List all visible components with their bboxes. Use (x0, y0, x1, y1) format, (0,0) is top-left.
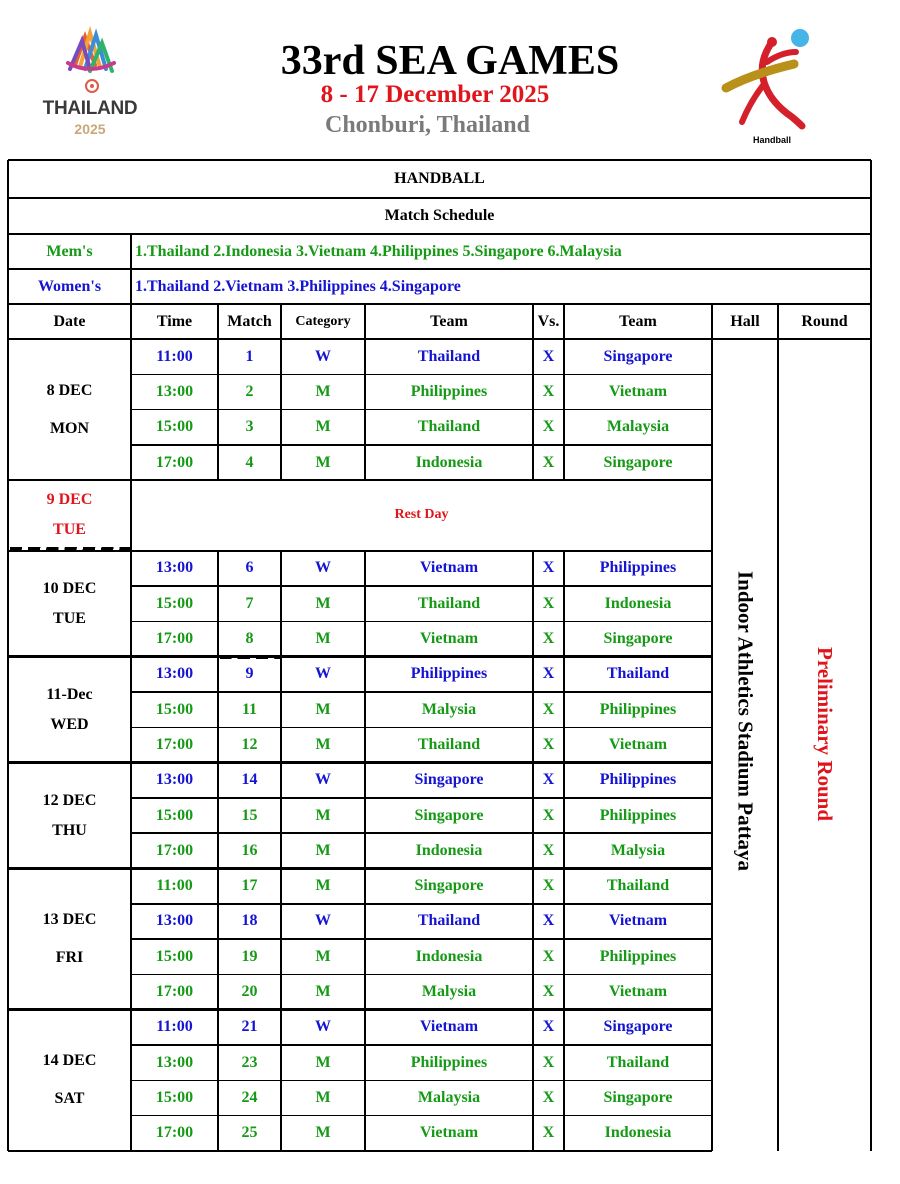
day-cell (8, 869, 131, 1010)
match-number: 14 (241, 771, 258, 789)
schedule-subtitle: Match Schedule (384, 207, 495, 224)
table-rule (532, 339, 534, 480)
match-team-1: Philippines (410, 382, 488, 400)
match-time: 15:00 (155, 947, 194, 965)
match-team-2: Indonesia (604, 1124, 672, 1142)
day-cell (8, 657, 131, 763)
table-rule (280, 869, 282, 1010)
match-category: M (315, 453, 331, 471)
round-name: Preliminary Round (813, 647, 837, 822)
match-number: 6 (245, 559, 254, 577)
table-rule (364, 339, 366, 480)
match-time: 15:00 (155, 806, 194, 824)
match-time: 17:00 (155, 630, 194, 648)
match-number: 4 (245, 453, 254, 471)
column-header-time: Time (156, 312, 193, 330)
match-team-1: Malaysia (417, 1088, 481, 1106)
match-number: 7 (245, 594, 254, 612)
table-rule (8, 197, 871, 199)
day-date: 11-Dec (46, 685, 93, 703)
column-header-hall: Hall (730, 312, 760, 330)
match-vs: X (542, 594, 555, 612)
day-weekday: TUE (53, 609, 86, 627)
day-date: 9 DEC (46, 491, 93, 509)
table-rule (280, 551, 282, 657)
match-team-1: Thailand (417, 418, 481, 436)
match-vs: X (542, 665, 555, 683)
match-team-2: Singapore (603, 630, 673, 648)
hall-name: Indoor Athletics Stadium Pattaya (733, 571, 758, 872)
match-team-2: Singapore (603, 1088, 673, 1106)
match-time: 11:00 (156, 877, 193, 895)
match-team-2: Malysia (610, 841, 666, 859)
table-rule (563, 869, 565, 1010)
match-time: 15:00 (155, 700, 194, 718)
match-team-2: Malaysia (606, 418, 670, 436)
match-time: 17:00 (155, 735, 194, 753)
match-time: 17:00 (155, 983, 194, 1001)
match-time: 13:00 (155, 382, 194, 400)
match-vs: X (542, 912, 555, 930)
match-vs: X (542, 418, 555, 436)
match-team-2: Thailand (606, 1053, 670, 1071)
table-rule (532, 763, 534, 869)
table-rule (280, 304, 282, 339)
day-cell (8, 763, 131, 869)
match-category: M (315, 841, 331, 859)
match-time: 15:00 (155, 1088, 194, 1106)
match-time: 17:00 (155, 453, 194, 471)
match-number: 11 (241, 700, 258, 718)
day-cell (8, 339, 131, 480)
column-header-round: Round (801, 312, 848, 330)
match-vs: X (542, 841, 555, 859)
match-team-1: Indonesia (415, 453, 483, 471)
match-category: M (315, 735, 331, 753)
table-rule (280, 339, 282, 480)
match-team-2: Indonesia (604, 594, 672, 612)
table-rule (563, 657, 565, 763)
match-team-2: Philippines (599, 700, 677, 718)
table-rule (364, 657, 366, 763)
match-number: 9 (245, 665, 254, 683)
table-rule (217, 763, 219, 869)
match-team-1: Vietnam (419, 630, 479, 648)
match-number: 12 (241, 735, 258, 753)
day-weekday: SAT (54, 1090, 85, 1108)
match-category: M (315, 806, 331, 824)
match-category: W (315, 771, 331, 789)
table-rule (364, 869, 366, 1010)
match-number: 20 (241, 983, 258, 1001)
match-vs: X (542, 453, 555, 471)
match-team-2: Vietnam (608, 382, 668, 400)
match-time: 17:00 (155, 1124, 194, 1142)
match-team-1: Indonesia (415, 947, 483, 965)
table-rule (130, 339, 132, 1151)
column-header-team1: Team (430, 312, 468, 330)
match-team-1: Vietnam (419, 1018, 479, 1036)
match-time: 13:00 (155, 665, 194, 683)
match-vs: X (542, 700, 555, 718)
match-number: 21 (241, 1018, 258, 1036)
match-team-2: Thailand (606, 877, 670, 895)
dashed-divider (220, 655, 280, 659)
match-team-2: Philippines (599, 559, 677, 577)
match-team-2: Philippines (599, 806, 677, 824)
match-team-1: Malysia (421, 700, 477, 718)
womens-teams: 1.Thailand 2.Vietnam 3.Philippines 4.Singapore (135, 277, 461, 295)
match-category: M (315, 630, 331, 648)
column-header-date: Date (53, 312, 86, 330)
table-rule (8, 303, 871, 305)
match-category: M (315, 983, 331, 1001)
match-team-1: Singapore (414, 771, 484, 789)
match-category: M (315, 418, 331, 436)
match-vs: X (542, 806, 555, 824)
match-team-2: Vietnam (608, 912, 668, 930)
match-category: M (315, 700, 331, 718)
match-time: 15:00 (155, 418, 194, 436)
match-time: 17:00 (155, 841, 194, 859)
table-rule (563, 763, 565, 869)
table-rule (280, 763, 282, 869)
match-vs: X (542, 382, 555, 400)
table-rule (532, 304, 534, 339)
day-weekday: MON (49, 419, 90, 437)
table-rule (8, 159, 871, 161)
logo-country-text: THAILAND (42, 98, 138, 119)
table-rule (563, 1010, 565, 1151)
hall-column (712, 339, 778, 1151)
table-rule (8, 1150, 712, 1153)
match-team-2: Vietnam (608, 735, 668, 753)
match-vs: X (542, 630, 555, 648)
table-rule (563, 304, 565, 339)
table-rule (532, 657, 534, 763)
match-time: 13:00 (155, 559, 194, 577)
table-rule (217, 339, 219, 480)
match-vs: X (542, 771, 555, 789)
match-number: 8 (245, 630, 254, 648)
match-category: W (315, 1018, 331, 1036)
match-category: M (315, 877, 331, 895)
match-team-2: Singapore (603, 1018, 673, 1036)
match-time: 13:00 (155, 1053, 194, 1071)
match-vs: X (542, 347, 555, 365)
mens-teams: 1.Thailand 2.Indonesia 3.Vietnam 4.Philippines 5.Singapore 6.Malaysia (135, 242, 622, 260)
day-cell (8, 551, 131, 657)
match-vs: X (542, 1018, 555, 1036)
match-time: 11:00 (156, 347, 193, 365)
table-rule (217, 304, 219, 339)
dashed-divider (10, 547, 130, 551)
match-category: M (315, 382, 331, 400)
match-category: W (315, 665, 331, 683)
match-time: 13:00 (155, 912, 194, 930)
match-vs: X (542, 1088, 555, 1106)
match-number: 24 (241, 1088, 258, 1106)
match-team-1: Thailand (417, 912, 481, 930)
mens-label: Mem's (46, 242, 93, 260)
match-category: M (315, 947, 331, 965)
match-team-1: Thailand (417, 735, 481, 753)
day-date: 8 DEC (46, 381, 93, 399)
event-dates: 8 - 17 December 2025 (320, 81, 550, 108)
match-category: W (315, 559, 331, 577)
womens-label: Women's (37, 277, 102, 295)
match-team-2: Thailand (606, 665, 670, 683)
column-header-category: Category (295, 313, 351, 329)
event-location: Chonburi, Thailand (325, 112, 530, 138)
match-team-2: Philippines (599, 771, 677, 789)
day-weekday: FRI (55, 949, 84, 967)
table-rule (532, 869, 534, 1010)
logo-year-text: 2025 (74, 121, 106, 137)
day-date: 13 DEC (42, 911, 97, 929)
table-rule (8, 233, 871, 235)
table-rule (280, 1010, 282, 1151)
column-header-match: Match (227, 312, 272, 330)
match-number: 15 (241, 806, 258, 824)
table-rule (8, 268, 871, 270)
match-vs: X (542, 947, 555, 965)
match-team-2: Singapore (603, 453, 673, 471)
match-time: 11:00 (156, 1018, 193, 1036)
match-number: 19 (241, 947, 258, 965)
match-team-2: Philippines (599, 947, 677, 965)
match-team-1: Vietnam (419, 1124, 479, 1142)
day-date: 10 DEC (42, 579, 97, 597)
match-number: 16 (241, 841, 258, 859)
match-number: 25 (241, 1124, 258, 1142)
match-team-1: Singapore (414, 806, 484, 824)
match-team-1: Singapore (414, 877, 484, 895)
table-rule (217, 551, 219, 657)
match-vs: X (542, 983, 555, 1001)
match-vs: X (542, 735, 555, 753)
match-team-1: Philippines (410, 665, 488, 683)
table-rule (280, 657, 282, 763)
table-rule (217, 869, 219, 1010)
table-rule (563, 551, 565, 657)
pictogram-caption: Handball (752, 135, 791, 145)
match-team-2: Singapore (603, 347, 673, 365)
match-category: M (315, 1124, 331, 1142)
match-team-1: Vietnam (419, 559, 479, 577)
rest-day-label: Rest Day (394, 507, 449, 523)
match-number: 18 (241, 912, 258, 930)
match-number: 1 (245, 347, 254, 365)
column-header-team2: Team (619, 312, 657, 330)
table-rule (532, 1010, 534, 1151)
match-team-1: Philippines (410, 1053, 488, 1071)
match-team-1: Thailand (417, 347, 481, 365)
match-number: 3 (245, 418, 254, 436)
day-weekday: WED (50, 715, 89, 733)
day-cell (8, 480, 131, 551)
match-number: 23 (241, 1053, 258, 1071)
day-cell (8, 1010, 131, 1151)
match-vs: X (542, 1053, 555, 1071)
day-weekday: TUE (53, 521, 86, 539)
match-category: W (315, 347, 331, 365)
column-header-vs: Vs. (537, 312, 560, 330)
match-category: M (315, 1088, 331, 1106)
round-column (778, 339, 871, 1151)
table-rule (532, 551, 534, 657)
match-team-1: Thailand (417, 594, 481, 612)
match-number: 2 (245, 382, 254, 400)
match-team-1: Indonesia (415, 841, 483, 859)
day-date: 12 DEC (42, 791, 97, 809)
match-time: 13:00 (155, 771, 194, 789)
table-rule (563, 339, 565, 480)
match-category: M (315, 594, 331, 612)
table-rule (364, 551, 366, 657)
page-title: 33rd SEA GAMES (280, 38, 620, 84)
sport-title: HANDBALL (394, 170, 485, 187)
table-rule (364, 763, 366, 869)
match-time: 15:00 (155, 594, 194, 612)
table-rule (130, 234, 132, 339)
table-rule (217, 1010, 219, 1151)
match-category: W (315, 912, 331, 930)
table-rule (364, 304, 366, 339)
match-vs: X (542, 1124, 555, 1142)
match-team-2: Vietnam (608, 983, 668, 1001)
match-number: 17 (241, 877, 258, 895)
table-rule (364, 1010, 366, 1151)
table-rule (217, 657, 219, 763)
table-rule (7, 160, 10, 1151)
day-weekday: THU (52, 821, 87, 839)
match-vs: X (542, 559, 555, 577)
day-date: 14 DEC (42, 1052, 97, 1070)
match-team-1: Malysia (421, 983, 477, 1001)
match-vs: X (542, 877, 555, 895)
match-category: M (315, 1053, 331, 1071)
